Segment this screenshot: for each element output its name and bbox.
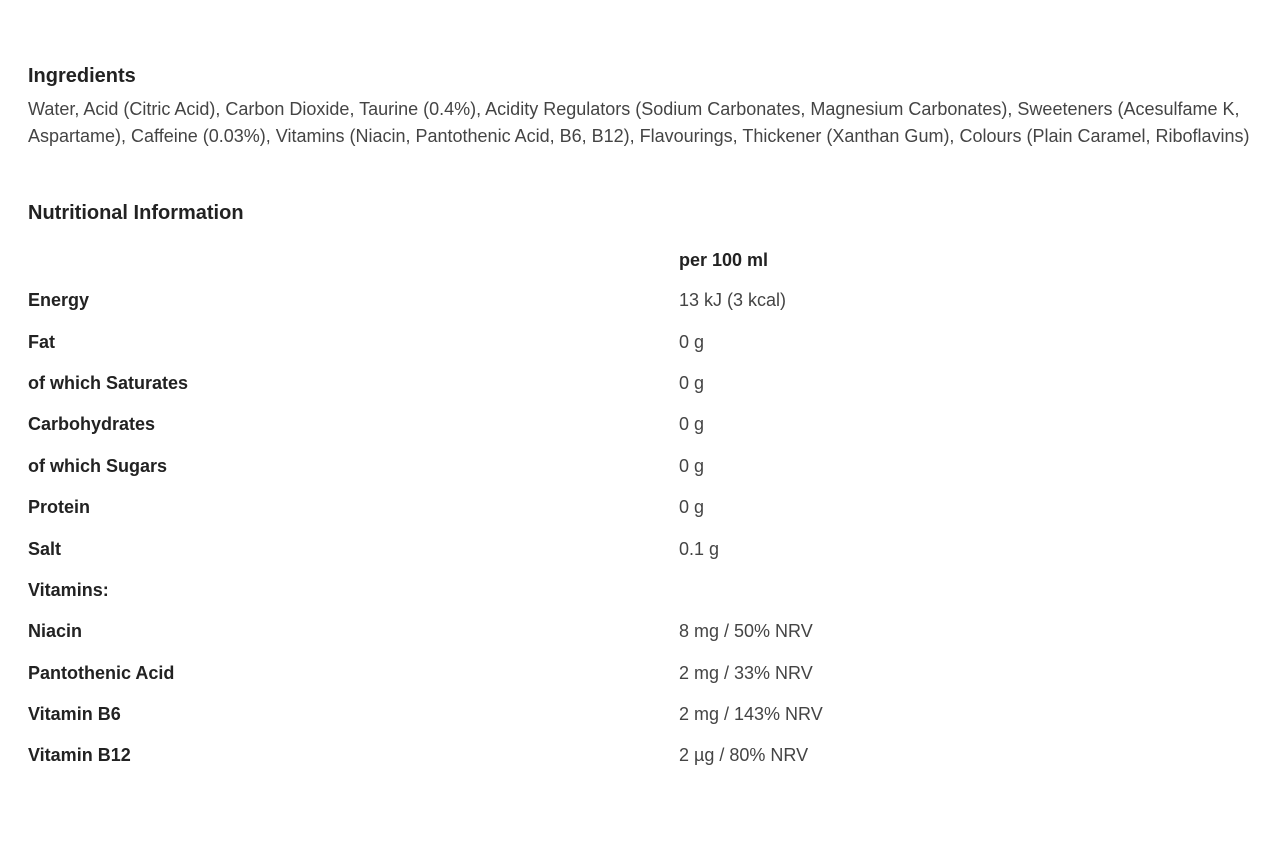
nutrient-value: 13 kJ (3 kcal) [679, 290, 787, 311]
ingredients-text: Water, Acid (Citric Acid), Carbon Dioxide, Taurine (0.4%), Acidity Regulators (Sodium Carbonates, Magnesium Carbonates), Sweeteners (Acesulfame K, Aspartame), Caffeine (0.03%), Vitamins (Niacin, Pantothenic Acid, B6, B12), Flavourings, Thickener (Xanthan Gum), Colours (Plain Caramel, Riboflavins) [28, 99, 1250, 146]
table-row [28, 694, 1028, 735]
nutrient-label: Energy [28, 290, 90, 311]
nutrient-label: of which Saturates [28, 372, 189, 393]
nutrient-label: Protein [28, 497, 91, 518]
nutrient-value: 2 mg / 143% NRV [679, 704, 823, 725]
table-row [28, 280, 1028, 321]
nutrient-label: Pantothenic Acid [28, 662, 175, 683]
ingredients-section [28, 63, 1260, 150]
nutrition-table [28, 240, 1028, 777]
table-row [28, 321, 1028, 362]
nutrient-value [679, 570, 1028, 611]
table-row [28, 446, 1028, 487]
nutrition-header-row [28, 240, 1028, 280]
nutrient-label: Salt [28, 538, 62, 559]
table-row [28, 487, 1028, 528]
nutrient-value: 2 mg / 33% NRV [679, 662, 813, 683]
nutrient-label: Niacin [28, 621, 83, 642]
nutrient-value: 0 g [679, 414, 705, 435]
nutrient-label: Vitamin B6 [28, 704, 121, 725]
nutrient-label: Carbohydrates [28, 414, 156, 435]
nutrient-value: 8 mg / 50% NRV [679, 621, 813, 642]
table-row [28, 611, 1028, 652]
table-row [28, 735, 1028, 776]
nutrient-value: 0 g [679, 497, 705, 518]
nutrient-value: 0 g [679, 455, 705, 476]
nutrient-label: Fat [28, 331, 55, 352]
ingredients-title: Ingredients [28, 65, 136, 87]
table-row [28, 363, 1028, 404]
nutrient-value: 0 g [679, 331, 705, 352]
nutrient-label: Vitamins: [28, 579, 109, 600]
table-row [28, 404, 1028, 445]
nutrient-label: Vitamin B12 [28, 745, 131, 766]
table-row [28, 653, 1028, 694]
table-row [28, 570, 1028, 611]
nutrient-value: 0 g [679, 372, 705, 393]
nutrition-section [28, 200, 1260, 777]
table-row [28, 528, 1028, 569]
product-info [28, 63, 1260, 777]
nutrition-column-header: per 100 ml [679, 249, 769, 270]
nutrition-header-blank [28, 240, 679, 280]
nutrient-value: 2 µg / 80% NRV [679, 745, 809, 766]
nutrition-title: Nutritional Information [28, 202, 244, 224]
nutrient-value: 0.1 g [679, 538, 720, 559]
nutrient-label: of which Sugars [28, 455, 168, 476]
